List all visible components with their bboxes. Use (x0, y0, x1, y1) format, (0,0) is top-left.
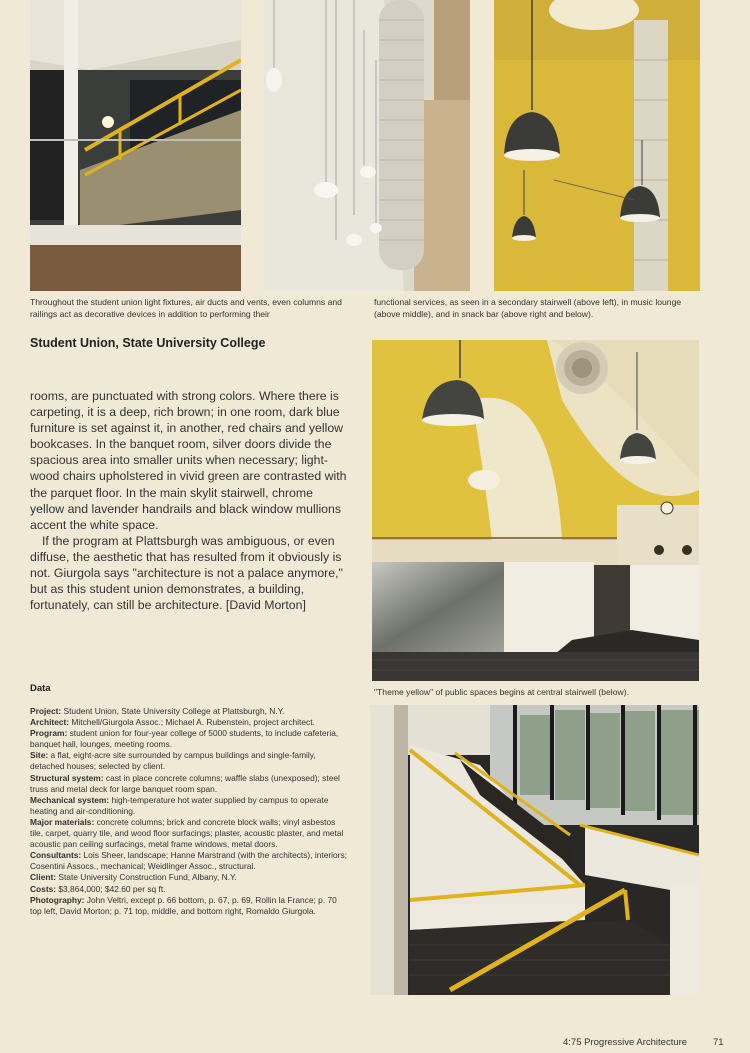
data-label: Major materials: (30, 816, 95, 827)
photo-secondary-stairwell (30, 0, 241, 291)
data-entry-program (30, 728, 350, 750)
caption-top-left: Throughout the student union light fixtures, air ducts and vents, even columns and railings act as decorative devices in addition to performing their (30, 297, 342, 319)
data-value: Mitchell/Giurgola Assoc.; Michael A. Rubenstein, project architect. (71, 717, 315, 728)
photo-central-stairwell (370, 705, 699, 995)
data-label: Costs: (30, 883, 57, 894)
data-value: concrete columns; brick and concrete block walls; vinyl asbestos tile, carpet, quarry tile, and wood floor surfacings; plaster, acoustic plaster, and metal acoustic pan ceiling surfacings, metal frame windows, metal doors. (30, 816, 344, 850)
data-entry-photography (30, 895, 350, 917)
data-entry-project (30, 706, 350, 717)
data-entry-consultants (30, 850, 350, 872)
article-heading: Student Union, State University College (30, 336, 266, 350)
data-value: Student Union, State University College at Plattsburgh, N.Y. (63, 706, 285, 716)
data-value: Lois Sheer, landscape; Hanne Marstrand (with the architects), interiors; Cosentini Assocs., mechanical; Weidlinger Assoc., structural. (30, 850, 347, 872)
data-value: State University Construction Fund, Albany, N.Y. (58, 872, 237, 883)
photo-snack-bar-top (494, 0, 700, 291)
data-entry-mechanical (30, 795, 350, 817)
data-entry-costs (30, 884, 350, 895)
article-body (30, 388, 348, 613)
data-heading: Data (30, 683, 51, 694)
data-list (30, 706, 350, 917)
data-label: Project: (30, 706, 62, 716)
data-entry-site (30, 750, 350, 772)
data-label: Architect: (30, 717, 70, 728)
caption-top-right: functional services, as seen in a secondary stairwell (above left), in music lounge (above middle), and in snack bar (above right and below). (374, 297, 682, 319)
data-entry-architect (30, 717, 350, 728)
article-paragraph: rooms, are punctuated with strong colors. Where there is carpeting, it is a deep, rich brown; in one room, dark blue furniture is set against it, in another, red chairs and yellow bookcases. In the banquet room, silver doors divide the spacious area into smaller units when necessary; light-wood chairs upholstered in vivid green are contrasted with the parquet floor. In the main skylit stairwell, chrome yellow and lavender handrails and black window mullions accent the white space. (30, 389, 347, 532)
footer-issue: 4:75 Progressive Architecture (563, 1037, 688, 1048)
data-value: a flat, eight-acre site surrounded by campus buildings and single-family, detached houses; selected by client. (30, 750, 316, 772)
photo-snack-bar-main (372, 340, 699, 681)
photo-music-lounge (264, 0, 470, 291)
data-label: Program: (30, 728, 68, 739)
data-value: $3,864,000; $42.60 per sq ft. (58, 883, 166, 894)
caption-middle-right: "Theme yellow" of public spaces begins at central stairwell (below). (374, 687, 629, 697)
data-label: Structural system: (30, 772, 104, 783)
data-label: Mechanical system: (30, 794, 110, 805)
article-paragraph: If the program at Plattsburgh was ambiguous, or even diffuse, the aesthetic that has resulted from it obviously is not. Giurgola says "architecture is not a palace anymore," but as this student union demonstrates, a building, fortunately, can still be architecture. [David Morton] (30, 533, 343, 613)
data-label: Photography: (30, 894, 85, 905)
data-entry-client (30, 872, 350, 883)
footer-page-number: 71 (713, 1037, 724, 1048)
data-label: Site: (30, 750, 49, 761)
data-value: cast in place concrete columns; waffle slabs (unexposed); steel truss and metal deck for large banquet room span. (30, 772, 340, 794)
data-label: Client: (30, 872, 57, 883)
data-value: John Veltri, except p. 66 bottom, p. 67, p. 69, Rollin la France; p. 70 top left, David Morton; p. 71 top, middle, and bottom right, Romaldo Giurgola. (30, 894, 337, 916)
data-value: student union for four-year college of 5000 students, to include cafeteria, banquet hall, lounges, meeting rooms. (30, 728, 339, 750)
data-entry-materials (30, 817, 350, 850)
data-label: Consultants: (30, 850, 82, 861)
data-value: high-temperature hot water supplied by campus to operate heating and air-conditioning. (30, 794, 329, 816)
data-entry-structural (30, 773, 350, 795)
